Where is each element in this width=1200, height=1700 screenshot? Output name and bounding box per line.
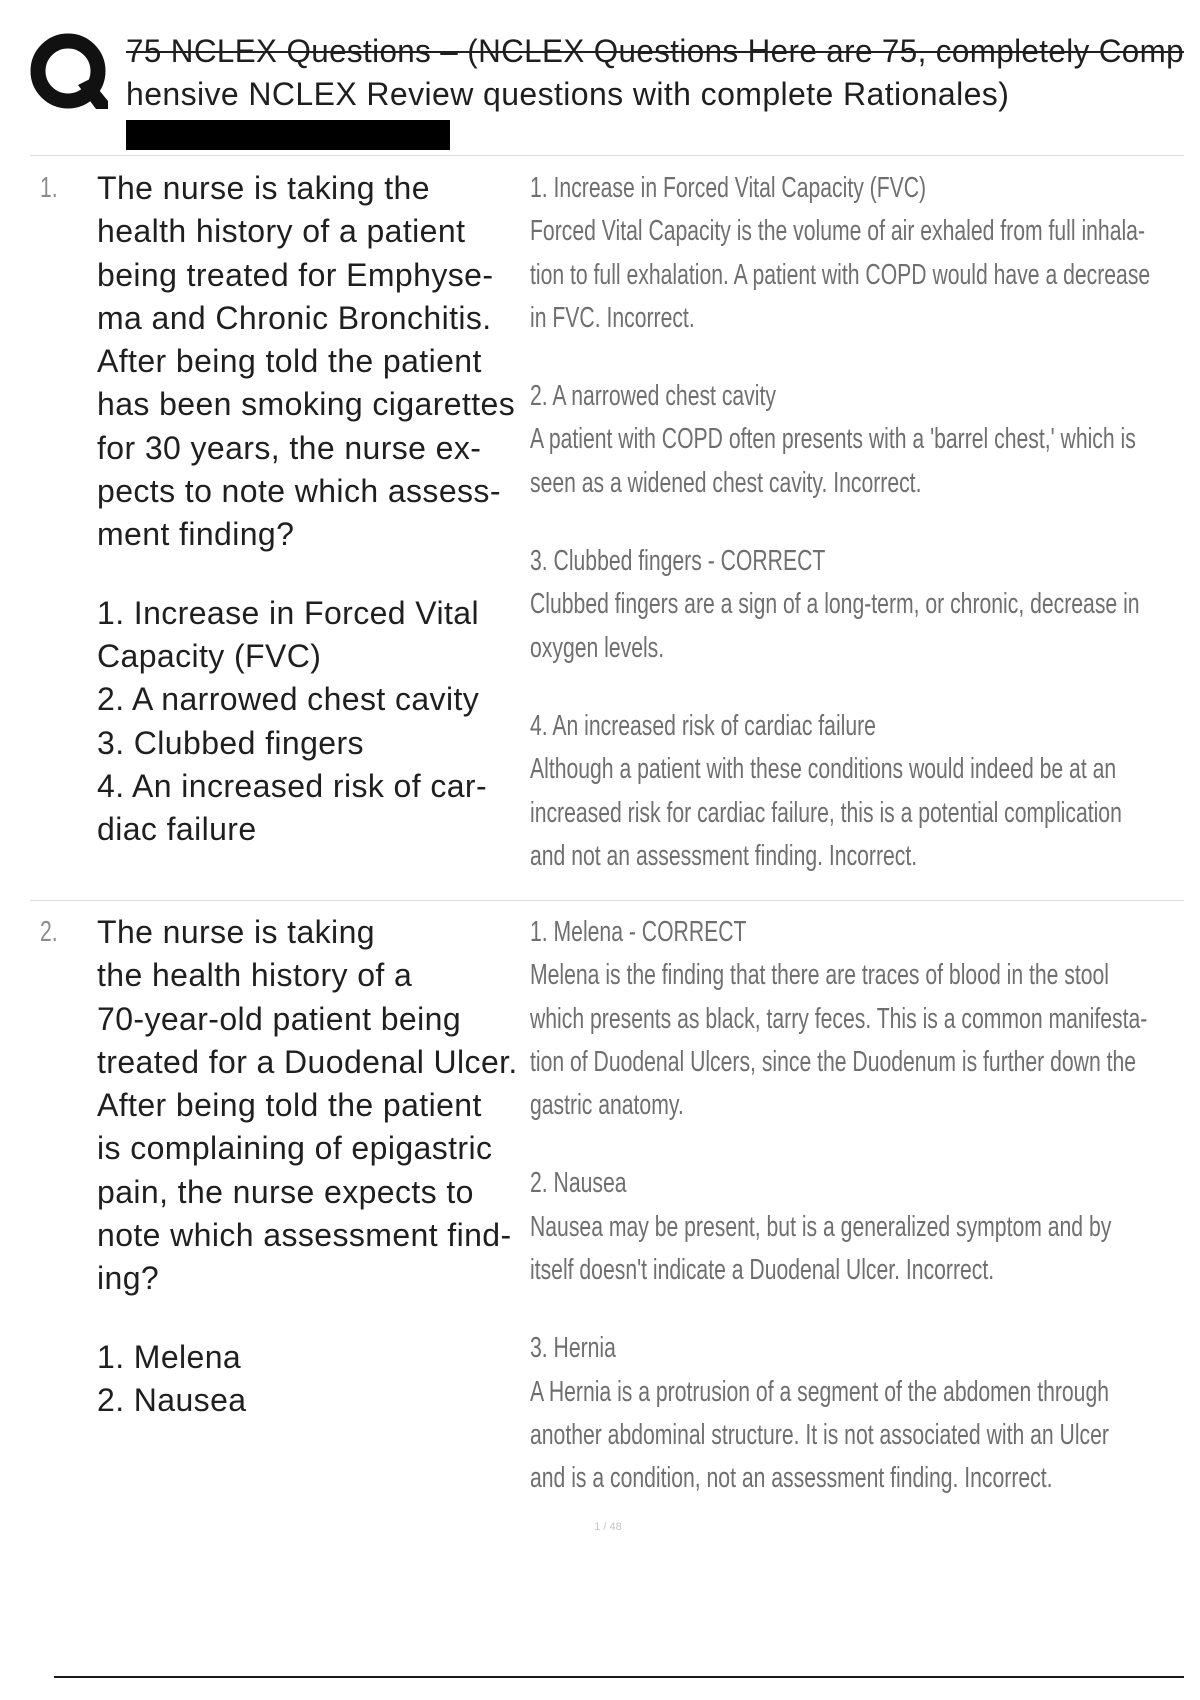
answer-option-text: 1. Melena <box>97 1338 242 1375</box>
question-stem-line: ing? <box>97 1260 160 1297</box>
text-line <box>530 748 1184 791</box>
title-line-wrapper <box>126 30 1184 73</box>
text-line <box>530 1371 1184 1414</box>
rationale-text: and not an assessment finding. Incorrect. <box>530 839 918 872</box>
text-line <box>97 340 527 383</box>
rationale-text: in FVC. Incorrect. <box>530 301 695 334</box>
text-line <box>530 167 1184 210</box>
rationales-column <box>530 167 1184 913</box>
title-line-1: 75 NCLEX Questions – (NCLEX Questions Here are 75, completely Comp <box>126 33 1184 69</box>
answer-option-text: diac failure <box>97 811 257 848</box>
text-line <box>97 1171 527 1214</box>
rationale-text: Although a patient with these conditions would indeed be at an <box>530 753 1117 786</box>
question-stem-line: The nurse is taking the <box>97 170 430 206</box>
text-line <box>530 1084 1184 1127</box>
rationale-heading: 1. Melena - CORRECT <box>530 916 747 948</box>
text-line <box>97 1127 527 1170</box>
question-column <box>97 911 527 1422</box>
text-line <box>530 1327 1184 1370</box>
question-stem-line: health history of a patient <box>97 213 466 250</box>
rationales-column <box>530 911 1184 1536</box>
rationale <box>530 167 1184 340</box>
text-line <box>97 722 527 765</box>
rationale <box>530 1327 1184 1500</box>
question-stem-line: The nurse is taking <box>97 914 375 950</box>
answer-option-text: 2. Nausea <box>97 1381 247 1418</box>
answer-option-text: Capacity (FVC) <box>97 637 322 674</box>
question-stem-line: pects to note which assess- <box>97 473 501 510</box>
question-stem-line: After being told the patient <box>97 343 482 380</box>
text-line <box>97 678 527 721</box>
answer-options <box>97 592 527 852</box>
question-stem <box>97 911 527 1301</box>
rationale-heading: 3. Hernia <box>530 1332 616 1365</box>
document-title <box>126 30 1184 117</box>
text-line <box>530 1041 1184 1084</box>
rationale <box>530 540 1184 670</box>
question-number-column <box>40 167 90 210</box>
text-line <box>97 808 527 851</box>
text-line <box>530 705 1184 748</box>
rationale-text: seen as a widened chest cavity. Incorrect. <box>530 466 922 499</box>
rationale-text: tion to full exhalation. A patient with COPD would have a decrease <box>530 258 1151 291</box>
rationale-heading: 2. Nausea <box>530 1167 627 1200</box>
answer-option <box>97 678 527 721</box>
question-number-column <box>40 911 90 954</box>
rationale-text: which presents as black, tarry feces. This is a common manifesta- <box>530 1002 1148 1035</box>
text-line <box>97 911 527 954</box>
question-stem-line: has been smoking cigarettes <box>97 386 516 423</box>
redacted-text-bar <box>126 120 450 150</box>
rationale-text: Forced Vital Capacity is the volume of air exhaled from full inhala- <box>530 215 1146 248</box>
text-line <box>530 911 1184 954</box>
question-stem-line: the health history of a <box>97 957 413 994</box>
question-number: 2. <box>40 916 58 948</box>
answer-option <box>97 765 527 852</box>
text-line <box>97 297 527 340</box>
question-stem-line: 70-year-old patient being <box>97 1000 462 1037</box>
text-line <box>530 954 1184 997</box>
page-indicator: 1 / 48 <box>594 1521 622 1533</box>
rationale-text: gastric anatomy. <box>530 1089 684 1122</box>
text-line <box>530 210 1184 253</box>
text-line <box>97 254 527 297</box>
section-divider <box>30 155 1184 156</box>
question-stem-line: After being told the patient <box>97 1087 482 1124</box>
text-line <box>97 1379 527 1422</box>
rationale-text: increased risk for cardiac failure, this is a potential complication <box>530 796 1122 829</box>
question-stem-line: treated for a Duodenal Ulcer. <box>97 1043 518 1080</box>
rationale-heading: 3. Clubbed fingers - CORRECT <box>530 545 826 578</box>
question-stem-line: for 30 years, the nurse ex- <box>97 429 482 466</box>
question-stem-line: ment finding? <box>97 516 295 553</box>
answer-option <box>97 722 527 765</box>
text-line <box>97 592 527 635</box>
question-stem-line: is complaining of epigastric <box>97 1130 493 1167</box>
text-line <box>530 1457 1184 1500</box>
rationale <box>530 911 1184 1127</box>
rationale-text: Clubbed fingers are a sign of a long-term, or chronic, decrease in <box>530 588 1140 621</box>
text-line <box>97 1041 527 1084</box>
answer-option-text: 1. Increase in Forced Vital <box>97 594 479 631</box>
text-line <box>530 1414 1184 1457</box>
rationale-text: tion of Duodenal Ulcers, since the Duodenum is further down the <box>530 1045 1137 1078</box>
text-line <box>97 383 527 426</box>
rationale <box>530 1162 1184 1292</box>
text-line <box>97 1084 527 1127</box>
answer-option <box>97 1379 527 1422</box>
answer-option-text: 4. An increased risk of car- <box>97 767 488 804</box>
answer-option-text: 3. Clubbed fingers <box>97 724 364 761</box>
rationale-text: oxygen levels. <box>530 631 665 664</box>
rationale-text: another abdominal structure. It is not associated with an Ulcer <box>530 1418 1109 1451</box>
text-line <box>530 792 1184 835</box>
text-line <box>530 418 1184 461</box>
text-line <box>40 911 90 954</box>
rationale <box>530 375 1184 505</box>
answer-option-text: 2. A narrowed chest cavity <box>97 681 480 718</box>
text-line <box>530 835 1184 878</box>
text-line <box>530 1206 1184 1249</box>
section-divider <box>30 900 1184 901</box>
text-line <box>97 998 527 1041</box>
text-line <box>530 375 1184 418</box>
rationale-text: and is a condition, not an assessment finding. Incorrect. <box>530 1462 1053 1495</box>
question-stem-line: pain, the nurse expects to <box>97 1173 474 1210</box>
text-line <box>530 998 1184 1041</box>
answer-options <box>97 1336 527 1423</box>
rationale-text: itself doesn't indicate a Duodenal Ulcer. Incorrect. <box>530 1254 995 1287</box>
title-line-wrapper <box>126 73 1184 116</box>
answer-option <box>97 592 527 679</box>
text-line <box>97 1336 527 1379</box>
answer-option <box>97 1336 527 1379</box>
text-line <box>530 254 1184 297</box>
text-line <box>530 583 1184 626</box>
rationale-text: A patient with COPD often presents with a 'barrel chest,' which is <box>530 423 1136 456</box>
text-line <box>97 167 527 210</box>
rationale-heading: 4. An increased risk of cardiac failure <box>530 709 876 742</box>
text-line <box>530 627 1184 670</box>
text-line <box>530 1249 1184 1292</box>
text-line <box>97 1214 527 1257</box>
question-stem-line: being treated for Emphyse- <box>97 256 494 293</box>
text-line <box>530 1162 1184 1205</box>
text-line <box>97 470 527 513</box>
question-stem-line: ma and Chronic Bronchitis. <box>97 299 492 336</box>
footer-rule <box>54 1676 1184 1678</box>
text-line <box>530 540 1184 583</box>
text-line <box>97 1257 527 1300</box>
text-line <box>97 210 527 253</box>
question-stem-line: note which assessment find- <box>97 1217 512 1254</box>
q-logo-icon <box>30 33 110 113</box>
text-line <box>40 167 90 210</box>
rationale-text: A Hernia is a protrusion of a segment of the abdomen through <box>530 1375 1110 1408</box>
rationale-heading: 1. Increase in Forced Vital Capacity (FVC) <box>530 172 927 204</box>
text-line <box>530 462 1184 505</box>
text-line <box>97 513 527 556</box>
rationale-heading: 2. A narrowed chest cavity <box>530 380 776 413</box>
question-stem <box>97 167 527 557</box>
rationale-text: Melena is the finding that there are traces of blood in the stool <box>530 959 1110 992</box>
rationale <box>530 705 1184 878</box>
text-line <box>97 427 527 470</box>
text-line <box>97 954 527 997</box>
text-line <box>97 765 527 808</box>
title-line-2: hensive NCLEX Review questions with complete Rationales) <box>126 76 1010 113</box>
question-column <box>97 167 527 851</box>
text-line <box>97 635 527 678</box>
rationale-text: Nausea may be present, but is a generalized symptom and by <box>530 1210 1112 1243</box>
question-number: 1. <box>40 172 58 204</box>
text-line <box>530 297 1184 340</box>
